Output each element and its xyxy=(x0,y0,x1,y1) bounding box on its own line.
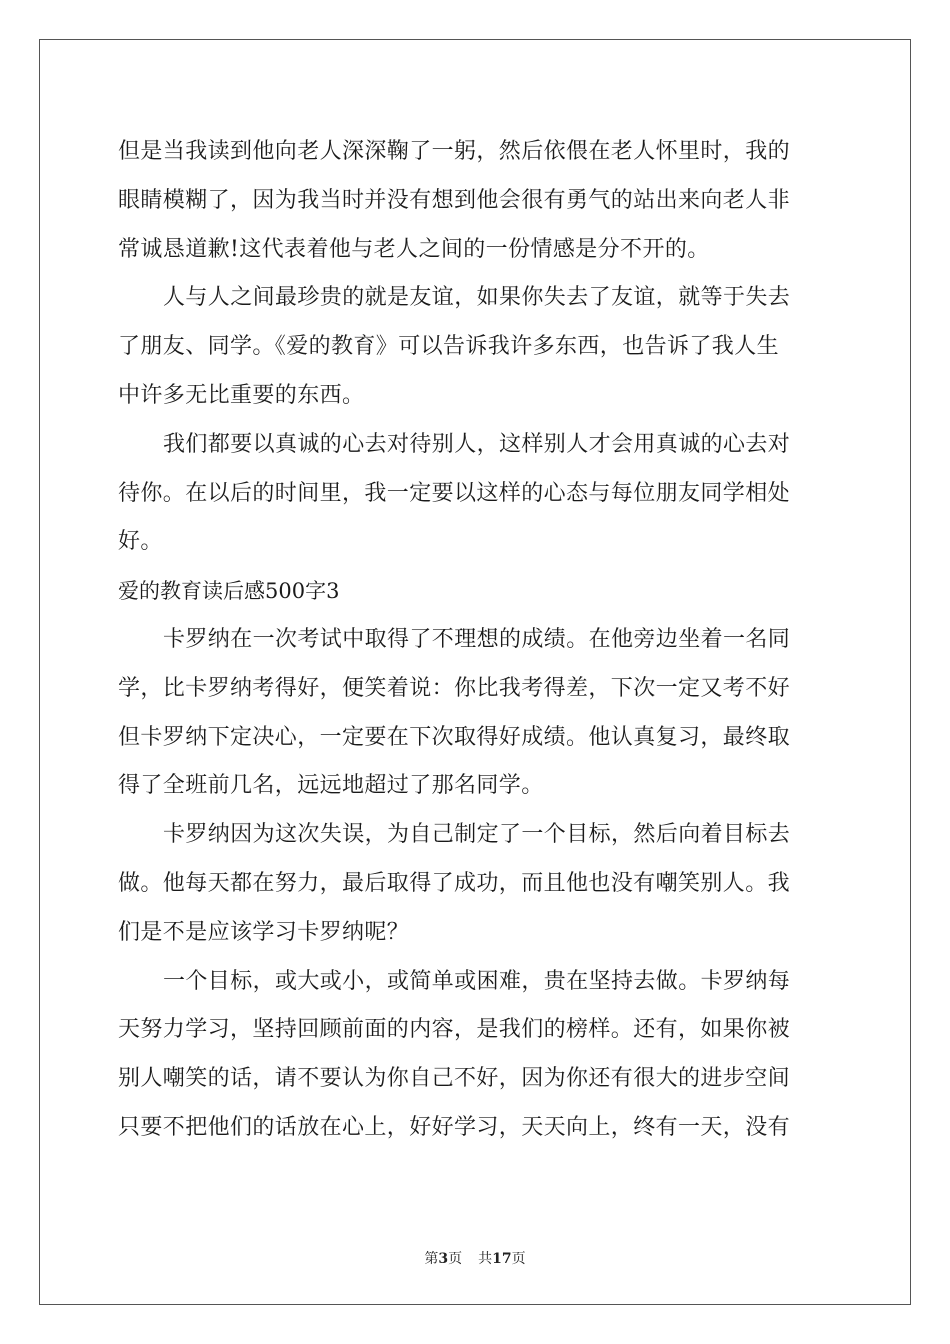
page-footer xyxy=(0,1248,950,1268)
text-line: 好。 xyxy=(118,529,163,555)
document-body xyxy=(118,128,838,1153)
text-line: 一个目标，或大或小，或简单或困难，贵在坚持去做。卡罗纳每 xyxy=(163,968,791,994)
total-pages-indicator: 共17页 xyxy=(478,1251,526,1267)
text-line: 学，比卡罗纳考得好，便笑着说：你比我考得差，下次一定又考不好 xyxy=(118,675,791,701)
text-line: 眼睛模糊了，因为我当时并没有想到他会很有勇气的站出来向老人非 xyxy=(118,187,791,213)
text-line: 常诚恳道歉!这代表着他与老人之间的一份情感是分不开的。 xyxy=(118,236,710,262)
text-line: 只要不把他们的话放在心上，好好学习，天天向上，终有一天，没有 xyxy=(118,1114,791,1140)
text-line: 中许多无比重要的东西。 xyxy=(118,382,365,408)
section-heading: 爱的教育读后感500字3 xyxy=(118,579,340,604)
text-line: 天努力学习，坚持回顾前面的内容，是我们的榜样。还有，如果你被 xyxy=(118,1017,791,1043)
text-line: 了朋友、同学。《爱的教育》可以告诉我许多东西，也告诉了我人生 xyxy=(118,334,780,360)
text-line: 但卡罗纳下定决心，一定要在下次取得好成绩。他认真复习，最终取 xyxy=(118,724,791,750)
text-line: 们是不是应该学习卡罗纳呢？ xyxy=(118,919,410,945)
total-page-count: 17 xyxy=(492,1251,512,1267)
text-line: 我们都要以真诚的心去对待别人，这样别人才会用真诚的心去对 xyxy=(163,431,791,457)
current-page-number: 3 xyxy=(438,1251,449,1267)
text-line: 做。他每天都在努力，最后取得了成功，而且他也没有嘲笑别人。我 xyxy=(118,870,791,896)
page-indicator: 第3页 xyxy=(424,1251,463,1267)
text-line: 卡罗纳因为这次失误，为自己制定了一个目标，然后向着目标去 xyxy=(163,822,791,848)
text-line: 人与人之间最珍贵的就是友谊，如果你失去了友谊，就等于失去 xyxy=(163,285,791,311)
text-line: 得了全班前几名，远远地超过了那名同学。 xyxy=(118,773,544,799)
text-line: 待你。在以后的时间里，我一定要以这样的心态与每位朋友同学相处 xyxy=(118,480,791,506)
text-line: 别人嘲笑的话，请不要认为你自己不好，因为你还有很大的进步空间 xyxy=(118,1066,791,1092)
text-line: 但是当我读到他向老人深深鞠了一躬，然后依偎在老人怀里时，我的 xyxy=(118,139,791,164)
text-line: 卡罗纳在一次考试中取得了不理想的成绩。在他旁边坐着一名同 xyxy=(163,626,791,652)
